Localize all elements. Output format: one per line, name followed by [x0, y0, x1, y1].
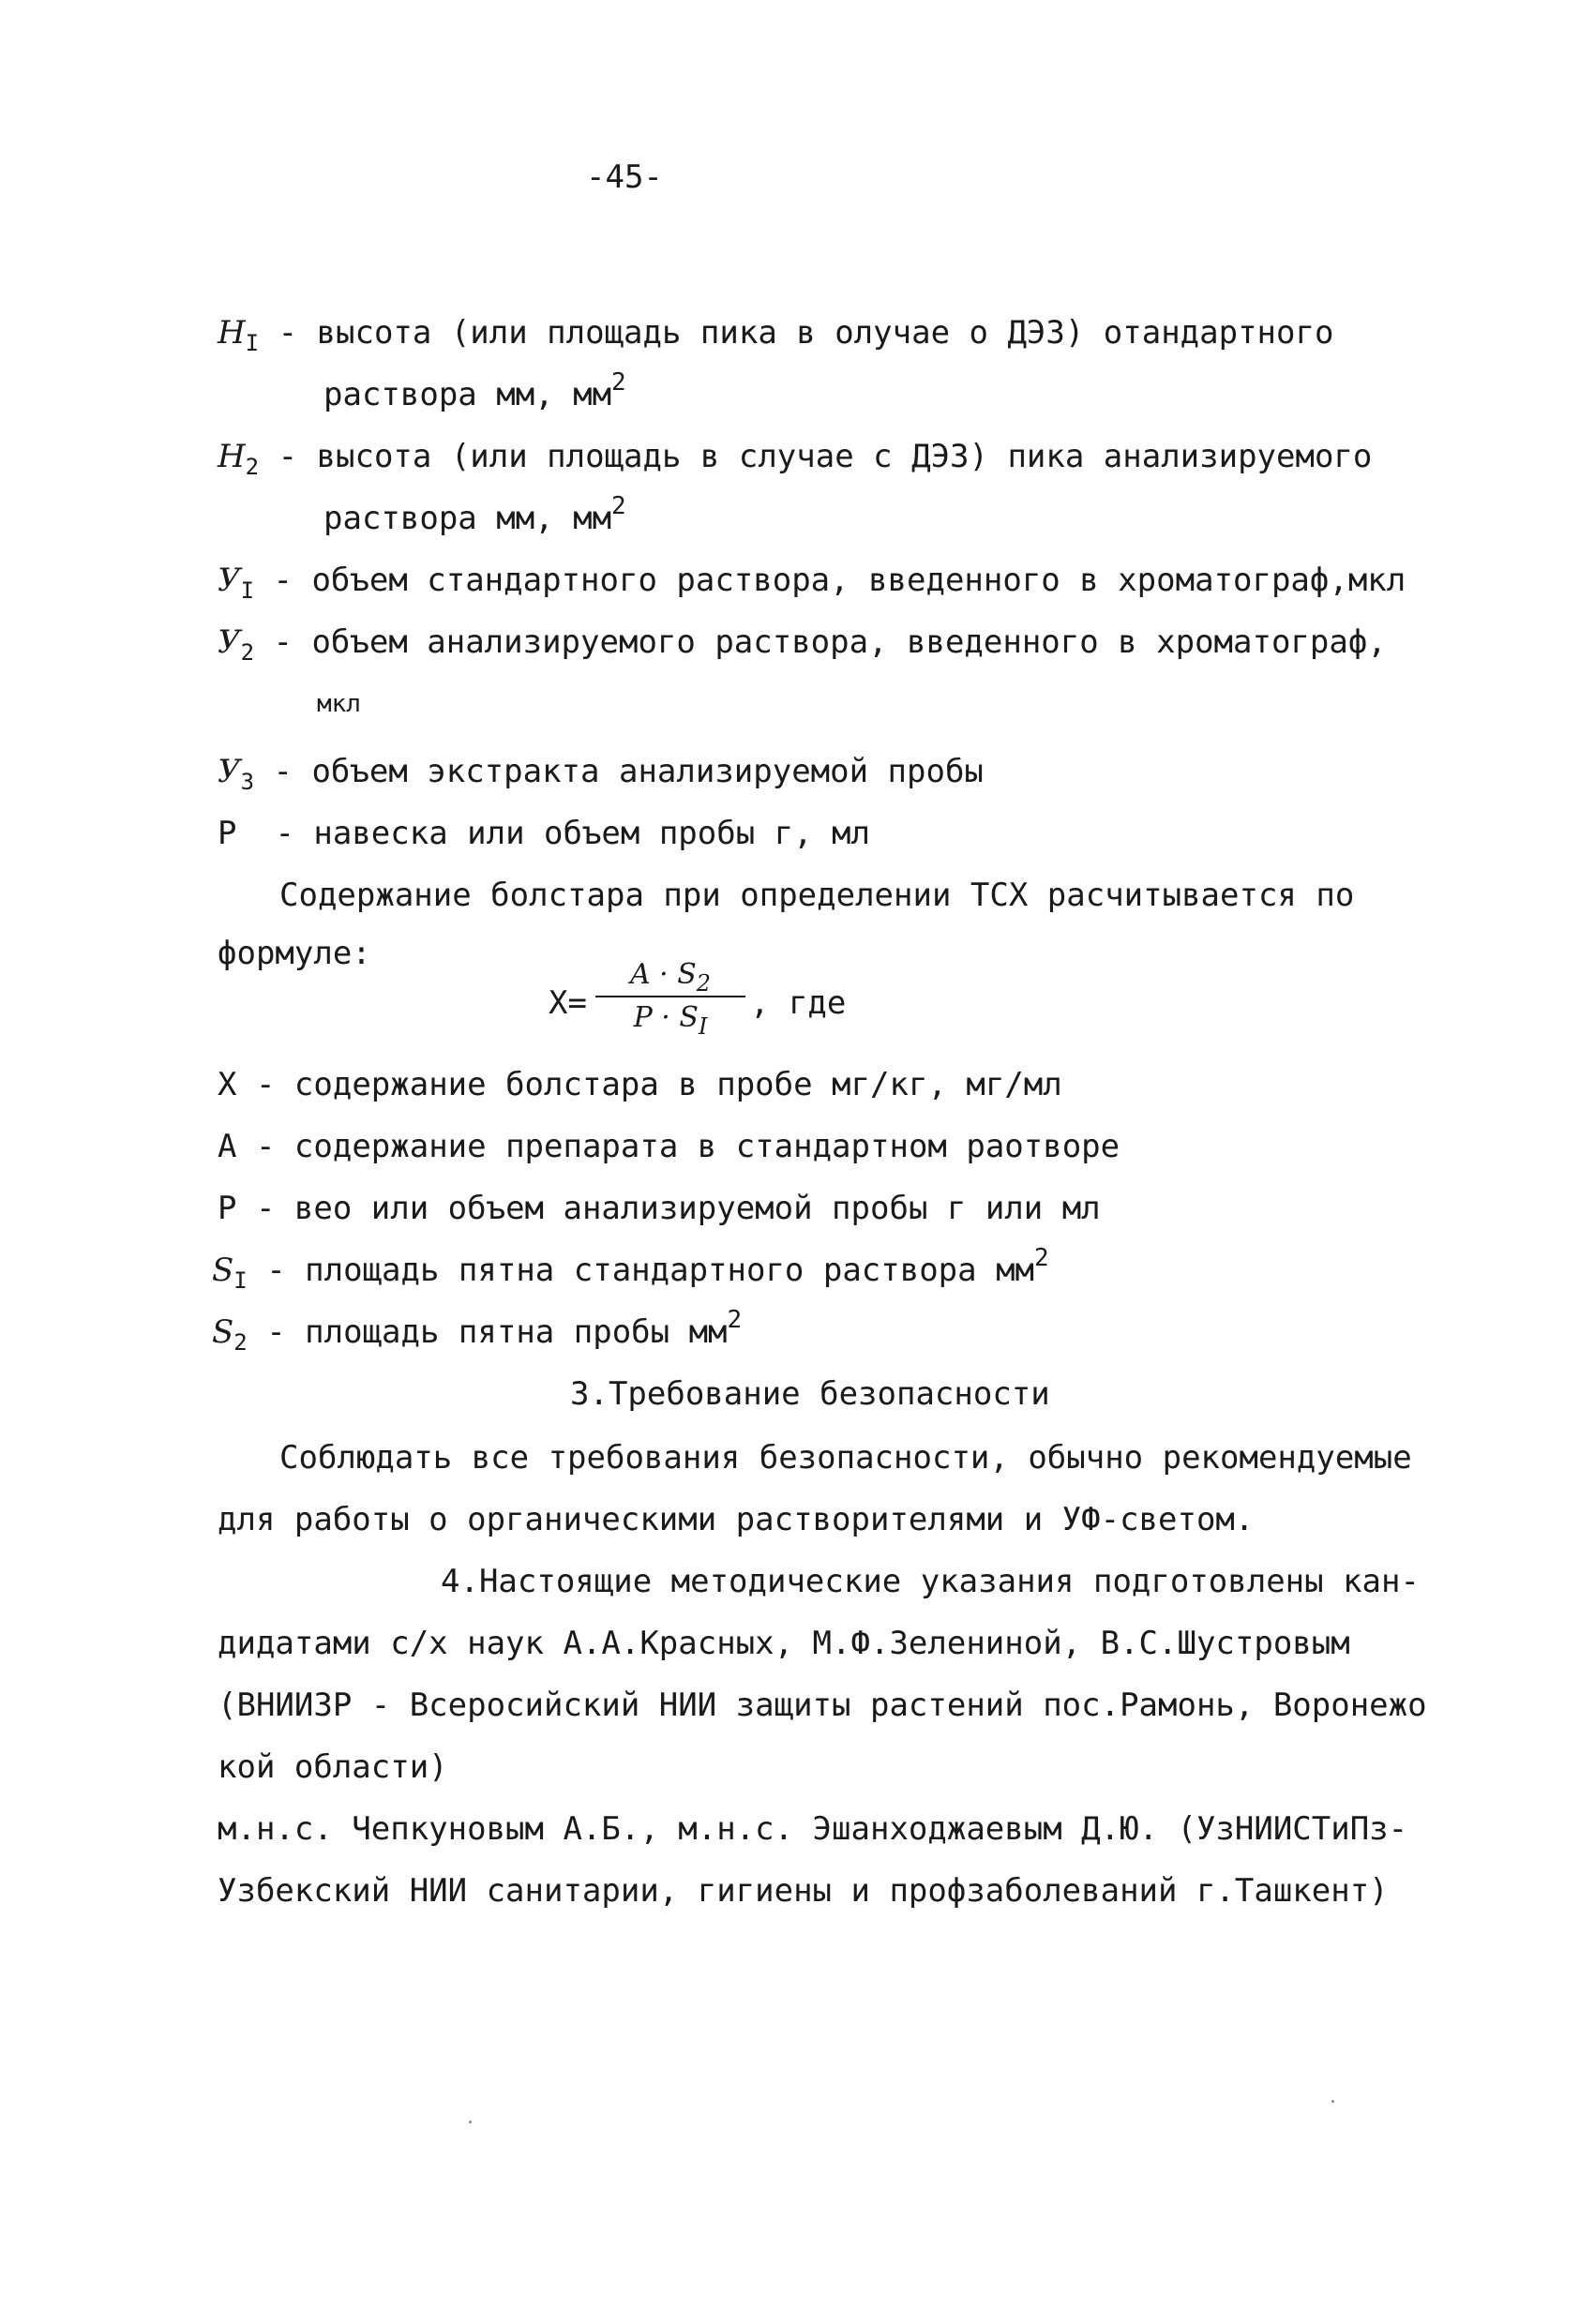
definition-text: - высота (или площадь в случае с ДЭЗ) пика анализируемого: [278, 438, 1373, 475]
symbol-subscript: 2: [240, 639, 255, 666]
definition-s1: $S_I$ - площадь пятна стандартного раствора $мм^2$: [212, 1244, 1049, 1294]
definition-h2-continuation: раствора мм, $мм^2$: [323, 492, 626, 537]
definition-y3: [218, 753, 984, 795]
section-4-line: (ВНИИЗР - Всеросийский НИИ защиты растений пос.Рамонь, Воронежо: [218, 1687, 1427, 1724]
definition-a: [218, 1128, 1120, 1165]
definition-text: - объем стандартного раствора, введенного в хроматограф,мкл: [273, 562, 1406, 599]
symbol-subscript: 2: [233, 1329, 248, 1356]
section-4-line: кой области): [218, 1748, 448, 1786]
definition-h1: [218, 314, 1334, 356]
section-4-line: дидатами с/х наук А.А.Красных, М.Ф.Зелениной, В.С.Шустровым: [218, 1625, 1350, 1662]
definition-x: [218, 1066, 1062, 1103]
definition-text: - площадь пятна стандартного раствора мм: [266, 1252, 1035, 1289]
symbol: P: [218, 815, 237, 852]
scan-speck: [469, 2121, 472, 2123]
section-3-heading: 3.Требование безопасности: [570, 1375, 1050, 1413]
fraction-bar: [595, 996, 745, 997]
symbol: Р: [218, 1190, 237, 1227]
definition-text: - вео или объем анализируемой пробы г или мл: [255, 1190, 1101, 1227]
symbol-subscript: 2: [245, 454, 260, 480]
symbol-subscript: I: [245, 330, 260, 356]
definition-y2: [218, 623, 1387, 666]
symbol: S: [212, 1313, 234, 1351]
section-4-line: 4.Настоящие методические указания подготовлены кан-: [441, 1563, 1420, 1600]
formula-numerator: $A \cdot S_2$: [629, 958, 712, 997]
formula-tail: , где: [750, 984, 847, 1022]
definition-h1-continuation: раствора мм, $мм^2$: [323, 368, 626, 413]
symbol: У: [218, 562, 241, 599]
symbol: S: [212, 1252, 234, 1289]
definition-text: - объем анализируемого раствора, введенного в хроматограф,: [273, 623, 1387, 661]
section-4-line: м.н.с. Чепкуновым А.Б., м.н.с. Эшанходжаевым Д.Ю. (УзНИИСТиПз-: [218, 1810, 1408, 1848]
formula: [549, 956, 886, 1041]
definition-y2-continuation: мкл: [317, 690, 361, 718]
formula-intro-line-2: формуле:: [218, 935, 371, 972]
section-3-line: для работы о органическими растворителями и УФ-светом.: [218, 1501, 1255, 1538]
definition-text: - содержание болстара в пробе мг/кг, мг/мл: [255, 1066, 1062, 1103]
scan-speck: [1331, 2100, 1334, 2103]
definition-text: - площадь пятна пробы мм: [266, 1313, 728, 1351]
formula-fraction: [595, 956, 745, 1040]
definition-y1: [218, 562, 1406, 604]
symbol: Х: [218, 1066, 237, 1103]
symbol: А: [218, 1128, 237, 1165]
symbol-subscript: I: [240, 577, 255, 604]
section-3-line: Соблюдать все требования безопасности, обычно рекомендуемые: [279, 1439, 1412, 1477]
definition-h2: [218, 438, 1373, 480]
symbol: У: [218, 623, 241, 661]
definition-text: - содержание препарата в стандартном раотворе: [255, 1128, 1120, 1165]
definition-s2: $S_2$ - площадь пятна пробы $мм^2$: [212, 1306, 743, 1356]
symbol: H: [218, 438, 246, 475]
section-4-line: Узбекский НИИ санитарии, гигиены и профзаболеваний г.Ташкент): [218, 1872, 1389, 1910]
formula-lhs: Х=: [549, 984, 587, 1022]
definition-p2: [218, 1190, 1101, 1227]
page-number: -45-: [586, 158, 663, 196]
symbol-subscript: 3: [240, 769, 255, 795]
symbol-subscript: I: [233, 1267, 248, 1294]
definition-text: - навеска или объем пробы г, мл: [275, 815, 870, 852]
definition-text: - высота (или площадь пика в олучае о ДЭЗ) отандартного: [278, 314, 1334, 352]
formula-intro-line: Содержание болстара при определении ТСХ расчитывается по: [279, 877, 1355, 914]
formula-denominator: $P \cdot S_I$: [633, 1001, 708, 1040]
symbol: H: [218, 314, 246, 352]
definition-text: - объем экстракта анализируемой пробы: [273, 753, 984, 790]
definition-p: [218, 815, 870, 852]
symbol: У: [218, 753, 241, 790]
